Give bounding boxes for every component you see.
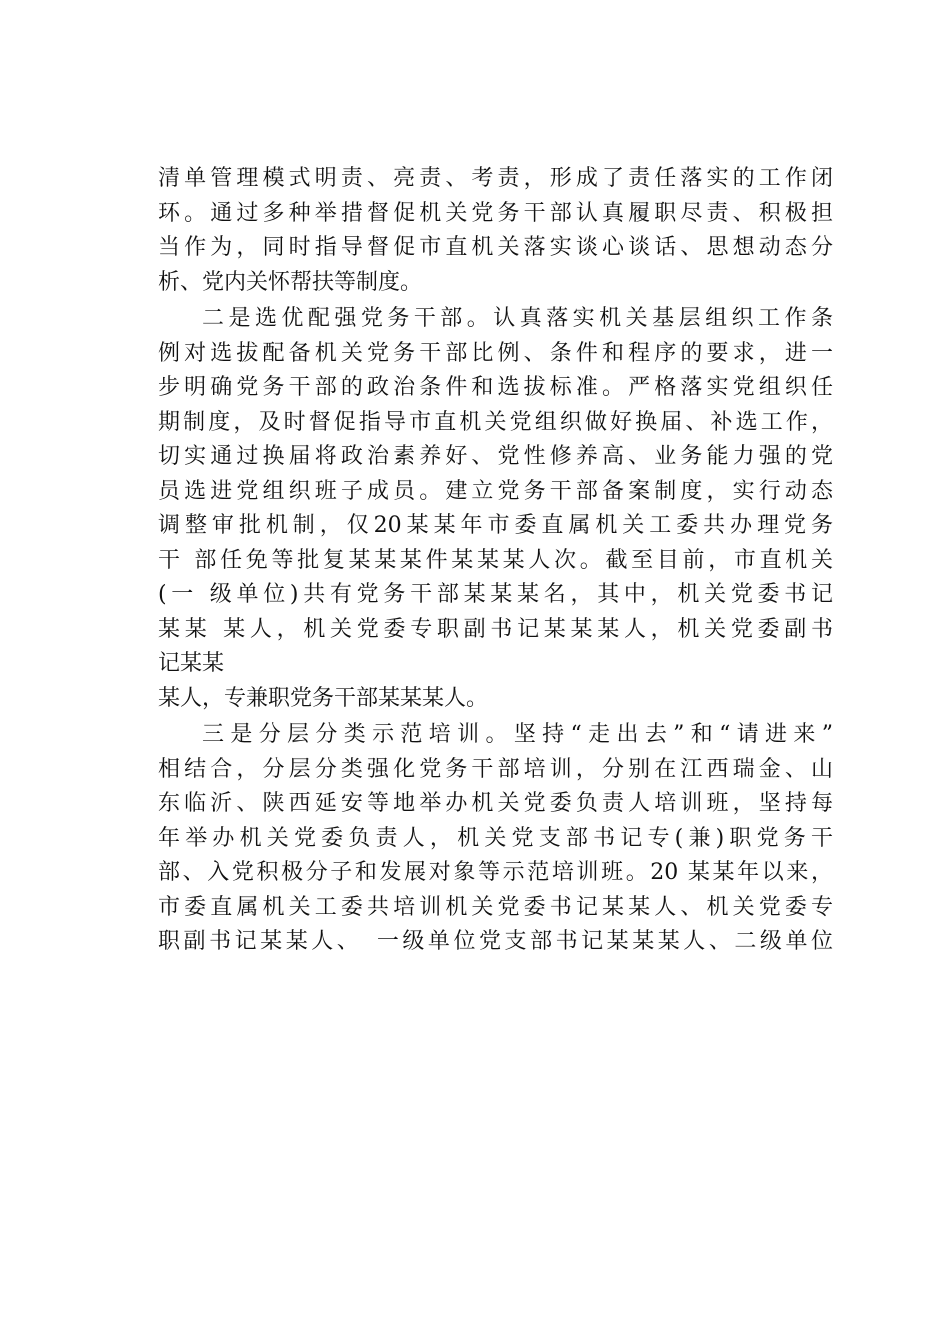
text-line: 年举办机关党委负责人，机关党支部书记专(兼)职党务干 (158, 825, 833, 851)
text-line: 相结合，分层分类强化党务干部培训，分别在江西瑞金、山 (158, 756, 833, 782)
text-line: 切实通过换届将政治素养好、党性修养高、业务能力强的党 (158, 444, 833, 469)
text-line: 期制度，及时督促指导市直机关党组织做好换届、补选工作， (158, 409, 833, 435)
text-line: 员选进党组织班子成员。建立党务干部备案制度，实行动态 (158, 478, 833, 504)
text-line: 清单管理模式明责、亮责、考责，形成了责任落实的工作闭 (158, 166, 833, 191)
paragraph-1 (158, 162, 833, 300)
text-line: 当作为，同时指导督促市直机关落实谈心谈话、思想动态分 (158, 235, 833, 260)
text-line: 环。通过多种举措督促机关党务干部认真履职尽责、积极担 (158, 200, 833, 226)
text-line: 例对选拔配备机关党务干部比例、条件和程序的要求，进一 (158, 340, 833, 366)
text-line: 记某某 (158, 651, 225, 676)
paragraph-3 (158, 718, 833, 960)
text-line: 职副书记某某人、 一级单位党支部书记某某某人、二级单位 (158, 929, 833, 954)
paragraph-2 (158, 302, 833, 716)
text-line: 某某 某人，机关党委专职副书记某某某人，机关党委副书 (158, 616, 833, 642)
text-line: 部、入党积极分子和发展对象等示范培训班。20 某某年以来， (158, 860, 833, 885)
text-line: 市委直属机关工委共培训机关党委书记某某人、机关党委专 (158, 894, 833, 920)
text-line: 二是选优配强党务干部。认真落实机关基层组织工作条 (202, 306, 833, 331)
text-line: 某人，专兼职党务干部某某某人。 (158, 685, 489, 711)
text-line: 干 部任免等批复某某某件某某某人次。截至目前，市直机关 (158, 547, 833, 573)
text-line: (一 级单位)共有党务干部某某某名，其中，机关党委书记 (158, 582, 833, 607)
text-line: 三是分层分类示范培训。坚持“走出去”和“请进来” (202, 722, 833, 747)
text-line: 步明确党务干部的政治条件和选拔标准。严格落实党组织任 (158, 375, 833, 400)
text-line: 调整审批机制，仅20某某年市委直属机关工委共办理党务 (158, 513, 833, 538)
text-line: 东临沂、陕西延安等地举办机关党委负责人培训班，坚持每 (158, 791, 833, 816)
text-line: 析、党内关怀帮扶等制度。 (158, 269, 423, 295)
document-page (158, 162, 833, 960)
